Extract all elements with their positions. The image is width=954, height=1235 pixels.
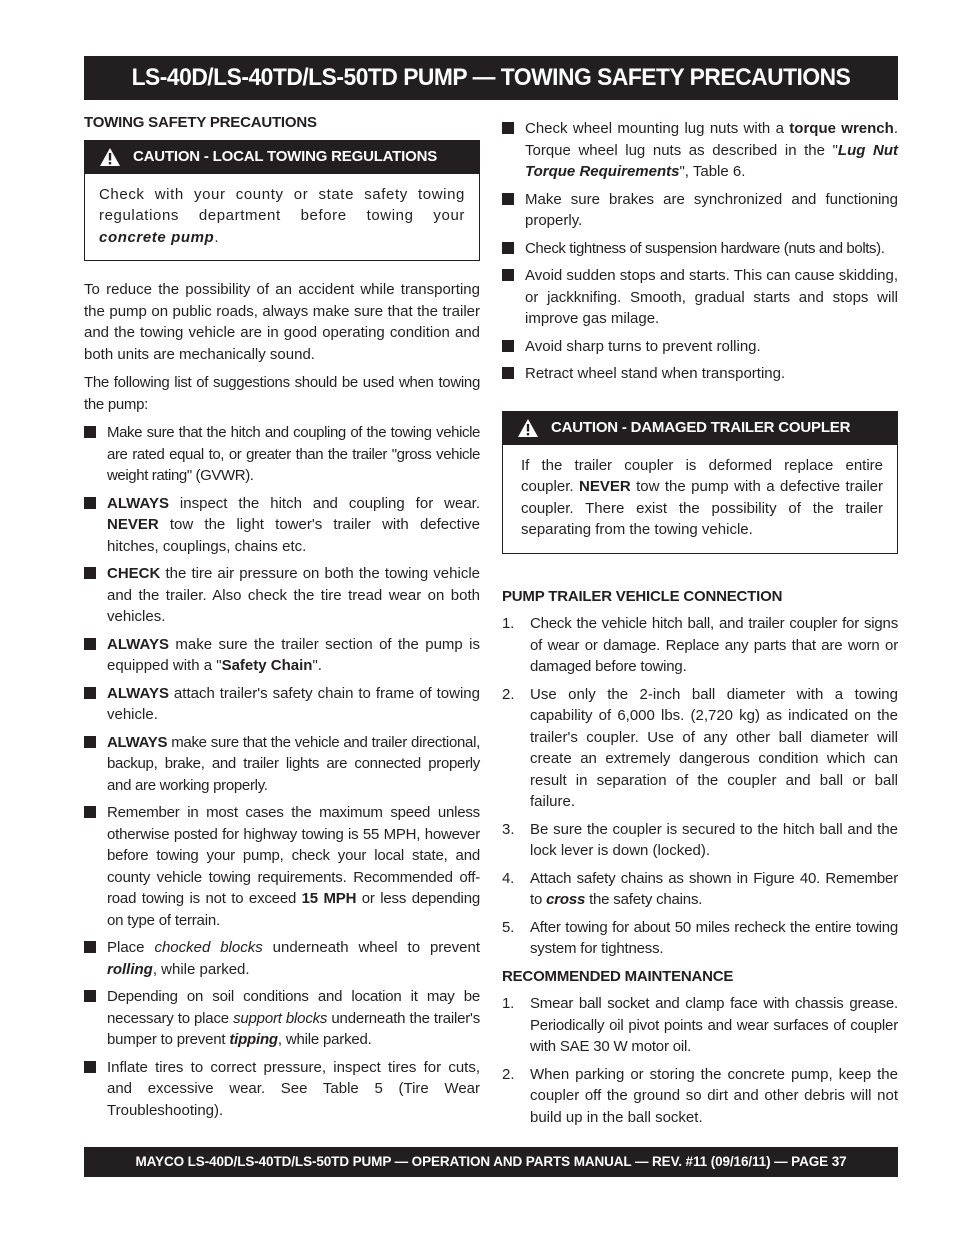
caution-text: If the trailer coupler is deformed replace entire coupler. NEVER tow the pump with a defective trailer coupler. There exist the possibility of the trailer separating from the towing vehicle. (521, 456, 883, 538)
square-bullet-icon (502, 122, 514, 134)
left-column (84, 108, 480, 1127)
list-item: Depending on soil conditions and location it may be necessary to place support blocks underneath the trailer's bumper to prevent tipping, while parked. (84, 986, 480, 1051)
list-item: ALWAYS make sure the trailer section of the pump is equipped with a "Safety Chain". (84, 634, 480, 677)
page-title-bar (84, 56, 898, 100)
list-item: Make sure that the hitch and coupling of the towing vehicle are rated equal to, or greater than the trailer "gross vehicle weight rating" (GVWR). (84, 422, 480, 487)
caution-box-local-regulations (84, 140, 480, 262)
list-item: Avoid sharp turns to prevent rolling. (502, 336, 898, 358)
list-item: ALWAYS inspect the hitch and coupling for wear. NEVER tow the light tower's trailer with defective hitches, couplings, chains etc. (84, 493, 480, 558)
list-item: 3. Be sure the coupler is secured to the hitch ball and the lock lever is down (locked). (502, 820, 898, 859)
section-heading-maintenance: RECOMMENDED MAINTENANCE (502, 967, 734, 985)
list-item: Check tightness of suspension hardware (nuts and bolts). (502, 238, 898, 260)
square-bullet-icon (84, 567, 96, 579)
list-item: Retract wheel stand when transporting. (502, 363, 898, 385)
list-item: 1. Check the vehicle hitch ball, and trailer coupler for signs of wear or damage. Replace any parts that are worn or damaged before towing. (502, 615, 898, 675)
warning-icon (99, 147, 121, 167)
caution-title: CAUTION - LOCAL TOWING REGULATIONS (133, 148, 438, 166)
caution-title: CAUTION - DAMAGED TRAILER COUPLER (551, 419, 851, 437)
list-item: 2. When parking or storing the concrete pump, keep the coupler off the ground so dirt and other debris will not build up in the ball socket. (502, 1065, 898, 1126)
page-title: LS-40D/LS-40TD/LS-50TD PUMP — TOWING SAFETY PRECAUTIONS (131, 64, 851, 91)
list-item: Avoid sudden stops and starts. This can cause skidding, or jackknifing. Smooth, gradual starts and stops will improve gas milage. (502, 265, 898, 330)
list-item: 4. Attach safety chains as shown in Figure 40. Remember to cross the safety chains. (502, 869, 898, 908)
list-item: Check wheel mounting lug nuts with a torque wrench. Torque wheel lug nuts as described in the "Lug Nut Torque Requirements", Table 6. (502, 118, 898, 183)
square-bullet-icon (502, 269, 514, 281)
suggestions-intro: The following list of suggestions should be used when towing the pump: (84, 374, 480, 413)
square-bullet-icon (84, 806, 96, 818)
list-item: Place chocked blocks underneath wheel to prevent rolling, while parked. (84, 937, 480, 980)
list-item: ALWAYS make sure that the vehicle and trailer directional, backup, brake, and trailer lights are connected properly and are working properly. (84, 732, 480, 797)
connection-steps-list (502, 613, 898, 960)
square-bullet-icon (84, 687, 96, 699)
square-bullet-icon (502, 242, 514, 254)
intro-paragraph: To reduce the possibility of an accident while transporting the pump on public roads, always make sure that the trailer and the towing vehicle are in good operating condition and both units are mechanically sound. (84, 281, 480, 363)
square-bullet-icon (84, 990, 96, 1002)
list-item: Remember in most cases the maximum speed unless otherwise posted for highway towing is 55 MPH, however before towing your pump, check your local state, and county vehicle towing requirements. Recommended off-road towing is not to exceed 15 MPH or less depending on type of terrain. (84, 802, 480, 931)
caution-text: Check with your county or state safety towing regulations department before towing your concrete pump. (99, 185, 465, 246)
square-bullet-icon (84, 638, 96, 650)
caution-header (503, 412, 897, 445)
warning-icon (517, 418, 539, 438)
list-item: 5. After towing for about 50 miles recheck the entire towing system for tightness. (502, 918, 898, 957)
caution-box-damaged-coupler (502, 411, 898, 554)
list-item: 1. Smear ball socket and clamp face with chassis grease. Periodically oil pivot points and wear surfaces of coupler with SAE 30 W motor oil. (502, 995, 898, 1055)
square-bullet-icon (502, 367, 514, 379)
list-item: ALWAYS attach trailer's safety chain to frame of towing vehicle. (84, 683, 480, 726)
list-item: 2. Use only the 2-inch ball diameter with a towing capability of 6,000 lbs. (2,720 kg) as indicated on the trailer's coupler. Use of any other ball diameter will create an extremely dangerous condition which can result in separation of the coupler and ball or ball failure. (502, 685, 898, 810)
towing-suggestions-list (84, 422, 480, 1121)
maintenance-steps-list (502, 993, 898, 1128)
section-heading-connection: PUMP TRAILER VEHICLE CONNECTION (502, 587, 783, 605)
square-bullet-icon (84, 426, 96, 438)
page-footer: MAYCO LS-40D/LS-40TD/LS-50TD PUMP — OPERATION AND PARTS MANUAL — REV. #11 (09/16/11) — PAGE 37 (84, 1147, 898, 1177)
towing-checks-list (502, 118, 898, 385)
list-item: Inflate tires to correct pressure, inspect tires for cuts, and excessive wear. See Table 5 (Tire Wear Troubleshooting). (84, 1057, 480, 1122)
square-bullet-icon (84, 736, 96, 748)
square-bullet-icon (84, 941, 96, 953)
square-bullet-icon (502, 193, 514, 205)
square-bullet-icon (84, 1061, 96, 1073)
square-bullet-icon (502, 340, 514, 352)
right-column (502, 108, 898, 1134)
list-item: CHECK the tire air pressure on both the towing vehicle and the trailer. Also check the tire tread wear on both vehicles. (84, 563, 480, 628)
section-heading-towing: TOWING SAFETY PRECAUTIONS (84, 114, 317, 131)
list-item: Make sure brakes are synchronized and functioning properly. (502, 189, 898, 232)
square-bullet-icon (84, 497, 96, 509)
caution-header (85, 141, 479, 174)
